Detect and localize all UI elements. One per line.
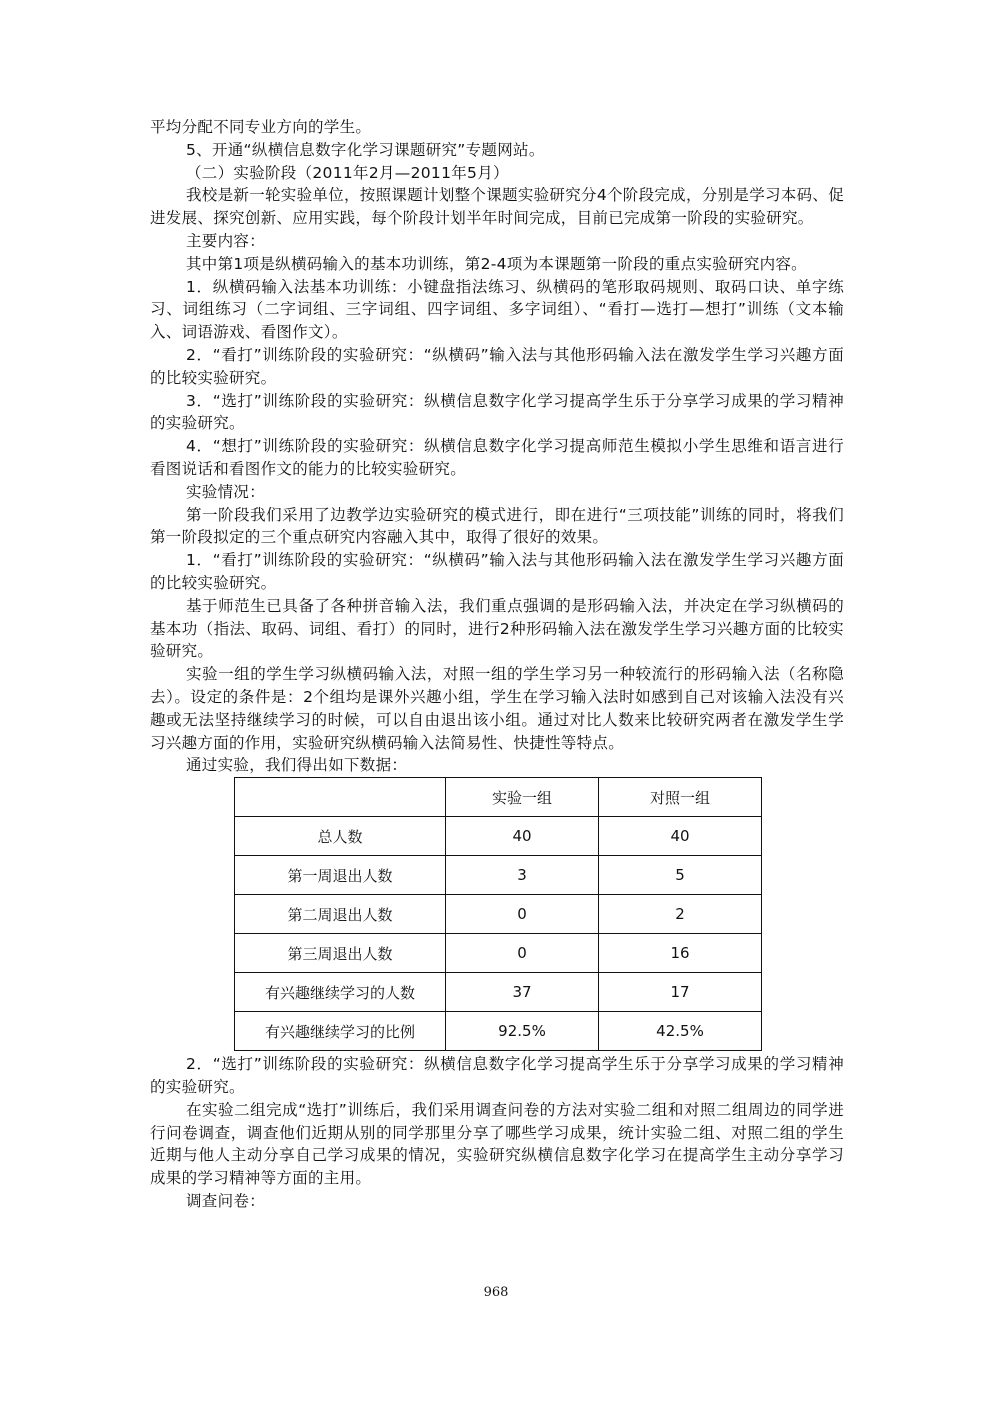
row-label-cell: 总人数: [235, 817, 446, 856]
paragraph: 主要内容：: [186, 231, 266, 250]
row-label-cell: 第三周退出人数: [235, 934, 446, 973]
table-row: [235, 817, 762, 856]
table-cell: 40: [446, 817, 599, 856]
results-table: [234, 777, 762, 1051]
paragraph: 基于师范生已具备了各种拼音输入法，我们重点强调的是形码输入法，并决定在学习纵横码的基本功（指法、取码、词组、看打）的同时，进行2种形码输入法在激发学生学习兴趣方面的比较实验研究。: [150, 596, 844, 661]
paragraph: 1．“看打”训练阶段的实验研究：“纵横码”输入法与其他形码输入法在激发学生学习兴趣方面的比较实验研究。: [150, 551, 844, 592]
paragraph: 在实验二组完成“选打”训练后，我们采用调查问卷的方法对实验二组和对照二组周边的同学进行问卷调查，调查他们近期从别的同学那里分享了哪些学习成果，统计实验二组、对照二组的学生近期与他人主动分享自己学习成果的情况，实验研究纵横信息数字化学习在提高学生主动分享学习成果的学习精神等方面的主用。: [150, 1100, 844, 1188]
body-text-before-table: [150, 116, 844, 777]
paragraph: 第一阶段我们采用了边教学边实验研究的模式进行，即在进行“三项技能”训练的同时，将我们第一阶段拟定的三个重点研究内容融入其中，取得了很好的效果。: [150, 505, 844, 547]
table-header-cell: [235, 778, 446, 817]
table-cell: 3: [446, 856, 599, 895]
paragraph: 4．“想打”训练阶段的实验研究：纵横信息数字化学习提高师范生模拟小学生思维和语言进行看图说话和看图作文的能力的比较实验研究。: [150, 437, 844, 478]
results-table-wrapper: [234, 777, 844, 1051]
document-page: [150, 116, 844, 1213]
table-cell: 42.5%: [599, 1012, 762, 1051]
paragraph: （二）实验阶段（2011年2月—2011年5月）: [186, 163, 509, 182]
table-cell: 2: [599, 895, 762, 934]
table-cell: 5: [599, 856, 762, 895]
table-cell: 37: [446, 973, 599, 1012]
table-cell: 40: [599, 817, 762, 856]
table-row: [235, 895, 762, 934]
paragraph: 5、开通“纵横信息数字化学习课题研究”专题网站。: [186, 140, 545, 159]
table-cell: 92.5%: [446, 1012, 599, 1051]
table-row: [235, 856, 762, 895]
table-cell: 16: [599, 934, 762, 973]
paragraph: 3．“选打”训练阶段的实验研究：纵横信息数字化学习提高学生乐于分享学习成果的学习精神的实验研究。: [150, 391, 844, 433]
table-row: [235, 934, 762, 973]
paragraph: 1．纵横码输入法基本功训练：小键盘指法练习、纵横码的笔形取码规则、取码口诀、单字练习、词组练习（二字词组、三字词组、四字词组、多字词组）、“看打—选打—想打”训练（文本输入、词语游戏、看图作文）。: [150, 277, 844, 342]
table-header-cell: 对照一组: [599, 778, 762, 817]
paragraph: 平均分配不同专业方向的学生。: [150, 118, 372, 136]
table-row: [235, 973, 762, 1012]
table-cell: 0: [446, 895, 599, 934]
table-header-cell: 实验一组: [446, 778, 599, 817]
table-cell: 17: [599, 973, 762, 1012]
table-row: [235, 1012, 762, 1051]
table-header-row: [235, 778, 762, 817]
paragraph: 我校是新一轮实验单位，按照课题计划整个课题实验研究分4个阶段完成，分别是学习本码、促进发展、探究创新、应用实践，每个阶段计划半年时间完成，目前已完成第一阶段的实验研究。: [150, 186, 844, 228]
body-text-after-table: [150, 1053, 844, 1213]
paragraph: 调查问卷：: [186, 1191, 266, 1210]
paragraph: 实验情况：: [186, 482, 266, 501]
table-cell: 0: [446, 934, 599, 973]
row-label-cell: 有兴趣继续学习的比例: [235, 1012, 446, 1051]
row-label-cell: 第二周退出人数: [235, 895, 446, 934]
paragraph: 其中第1项是纵横码输入的基本功训练，第2-4项为本课题第一阶段的重点实验研究内容。: [186, 254, 807, 273]
paragraph: 2．“选打”训练阶段的实验研究：纵横信息数字化学习提高学生乐于分享学习成果的学习精神的实验研究。: [150, 1055, 844, 1096]
paragraph: 实验一组的学生学习纵横码输入法，对照一组的学生学习另一种较流行的形码输入法（名称隐去）。设定的条件是：2个组均是课外兴趣小组，学生在学习输入法时如感到自己对该输入法没有兴趣或无法坚持继续学习的时候，可以自由退出该小组。通过对比人数来比较研究两者在激发学生学习兴趣方面的作用，实验研究纵横码输入法简易性、快捷性等特点。: [150, 665, 844, 752]
row-label-cell: 第一周退出人数: [235, 856, 446, 895]
row-label-cell: 有兴趣继续学习的人数: [235, 973, 446, 1012]
paragraph: 2．“看打”训练阶段的实验研究：“纵横码”输入法与其他形码输入法在激发学生学习兴趣方面的比较实验研究。: [150, 345, 844, 387]
paragraph: 通过实验，我们得出如下数据：: [186, 756, 408, 775]
page-number: 968: [483, 1285, 509, 1300]
